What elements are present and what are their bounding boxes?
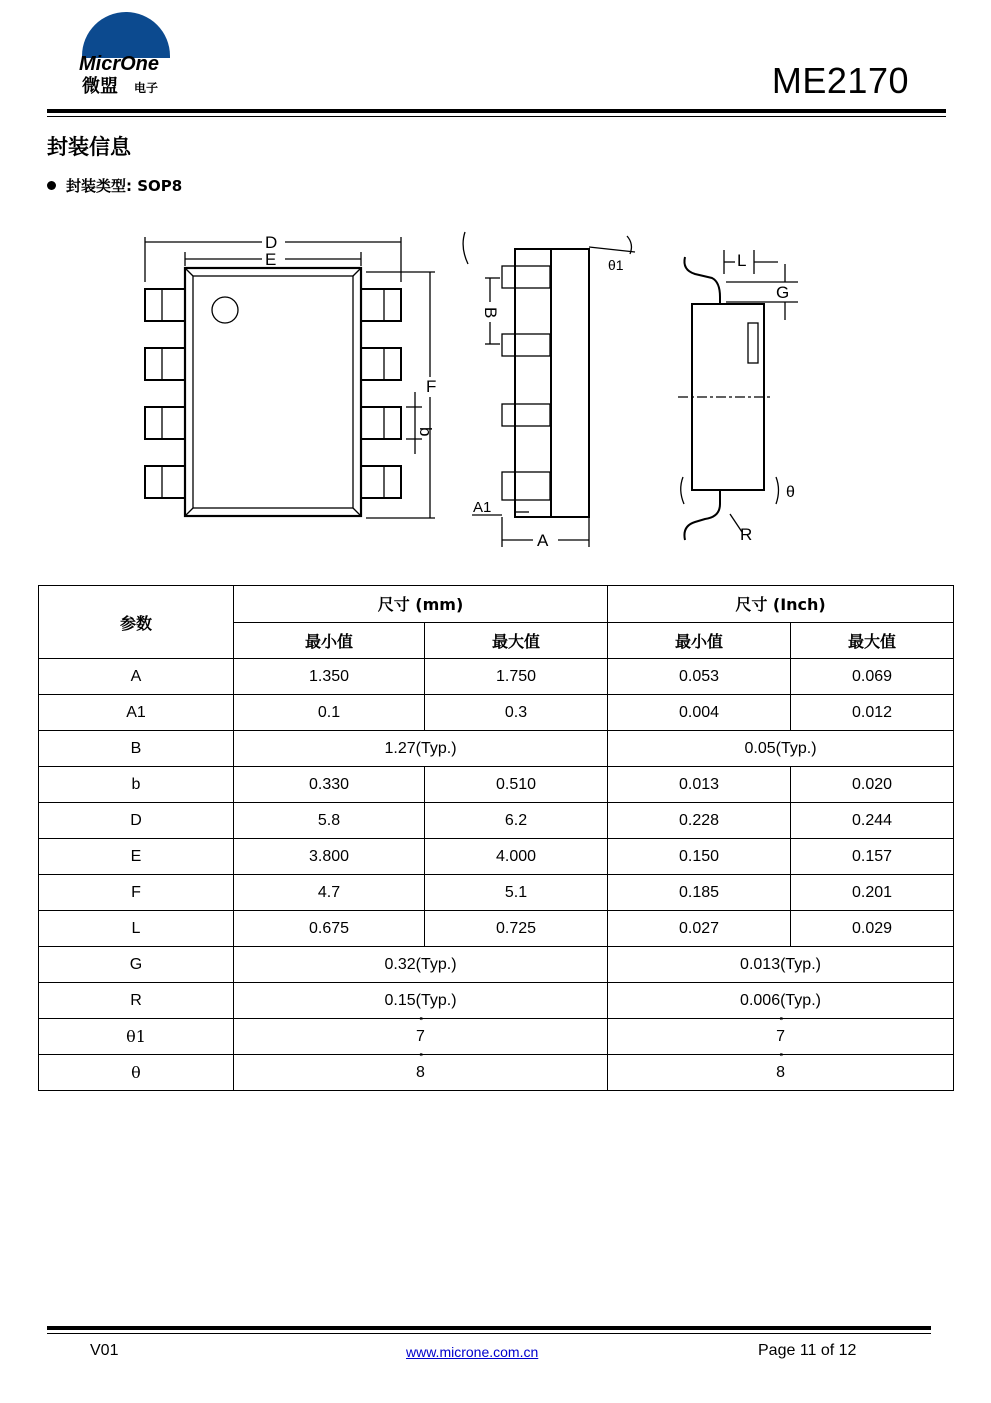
inch-typ-value: 0.05(Typ.) — [608, 731, 954, 767]
param-header: 参数 — [39, 586, 234, 659]
inch-min-value: 0.004 — [608, 695, 791, 731]
company-logo — [76, 8, 176, 100]
table-row — [39, 1019, 954, 1055]
package-type-line — [47, 175, 182, 196]
inch-max-value: 0.069 — [791, 659, 954, 695]
inch-max-header: 最大值 — [791, 622, 954, 659]
inch-min-value: 0.228 — [608, 803, 791, 839]
angle-value: 7 ° — [416, 1015, 425, 1045]
param-symbol: R — [39, 983, 234, 1019]
param-symbol: A1 — [39, 695, 234, 731]
section-title: 封装信息 — [47, 135, 131, 159]
table-row — [39, 947, 954, 983]
mm-max-value: 1.750 — [425, 659, 608, 695]
mm-min-value: 4.7 — [234, 875, 425, 911]
logo-brand-text: MicrOne — [79, 53, 160, 75]
table-row — [39, 695, 954, 731]
package-type-label: 封装类型: SOP8 — [66, 177, 183, 195]
inch-max-value: 0.020 — [791, 767, 954, 803]
mm-max-value: 0.510 — [425, 767, 608, 803]
package-dimension-table — [38, 585, 954, 1091]
mm-max-value: 5.1 — [425, 875, 608, 911]
param-symbol: A — [39, 659, 234, 695]
table-row — [39, 659, 954, 695]
inch-header: 尺寸 (Inch) — [608, 586, 954, 623]
mm-max-value: 0.3 — [425, 695, 608, 731]
inch-typ-value — [608, 1051, 954, 1091]
logo-cn-text: 微盟 — [82, 76, 118, 97]
degree-sign: ° — [419, 1051, 424, 1064]
bullet-dot — [47, 181, 56, 190]
mm-typ-value: 1.27(Typ.) — [234, 731, 608, 767]
angle-value: 8 ° — [416, 1051, 425, 1081]
dim-label-b: b — [416, 427, 435, 437]
mm-min-value: 0.330 — [234, 767, 425, 803]
footer-website-link[interactable]: www.microne.com.cn — [406, 1344, 539, 1360]
dim-label-pitch: B — [481, 307, 500, 319]
mm-max-value: 4.000 — [425, 839, 608, 875]
param-symbol: D — [39, 803, 234, 839]
param-symbol: θ — [39, 1055, 234, 1091]
mm-min-value: 0.675 — [234, 911, 425, 947]
param-symbol: E — [39, 839, 234, 875]
degree-sign: ° — [779, 1015, 784, 1028]
mm-typ-value — [234, 1015, 608, 1055]
param-symbol: L — [39, 911, 234, 947]
table-row — [39, 911, 954, 947]
dim-label-e: E — [265, 250, 277, 269]
footer-rule-thin — [47, 1333, 931, 1334]
mm-typ-value — [234, 1051, 608, 1091]
mm-min-header: 最小值 — [234, 622, 425, 659]
dim-label-theta: θ — [786, 484, 795, 501]
param-symbol: G — [39, 947, 234, 983]
angle-value: 7 ° — [776, 1015, 785, 1045]
header-rule-thin — [47, 116, 946, 117]
inch-min-value: 0.150 — [608, 839, 791, 875]
table-row — [39, 803, 954, 839]
param-symbol: b — [39, 767, 234, 803]
inch-min-value: 0.013 — [608, 767, 791, 803]
inch-max-value: 0.029 — [791, 911, 954, 947]
table-row — [39, 731, 954, 767]
dim-label-g: G — [776, 283, 790, 302]
table-row — [39, 767, 954, 803]
mm-min-value: 3.800 — [234, 839, 425, 875]
mm-typ-value: 0.32(Typ.) — [234, 947, 608, 983]
dim-label-a1: A1 — [473, 499, 492, 516]
degree-sign: ° — [419, 1015, 424, 1028]
angle-value: 8 ° — [776, 1051, 785, 1081]
dim-label-f: F — [426, 377, 437, 396]
inch-max-value: 0.244 — [791, 803, 954, 839]
degree-sign: ° — [779, 1051, 784, 1064]
inch-typ-value — [608, 1015, 954, 1055]
param-symbol: θ1 — [39, 1019, 234, 1055]
dim-label-a: A — [537, 531, 549, 550]
dim-label-l: L — [737, 251, 747, 270]
logo-sub-text: 电子 — [134, 81, 159, 95]
inch-max-value: 0.012 — [791, 695, 954, 731]
dim-label-d: D — [265, 233, 278, 252]
param-symbol: B — [39, 731, 234, 767]
package-outline-drawing — [130, 222, 820, 562]
mm-max-value: 0.725 — [425, 911, 608, 947]
dim-label-r: R — [740, 525, 753, 544]
table-row — [39, 875, 954, 911]
inch-min-header: 最小值 — [608, 622, 791, 659]
table-row — [39, 839, 954, 875]
inch-typ-value: 0.013(Typ.) — [608, 947, 954, 983]
inch-min-value: 0.053 — [608, 659, 791, 695]
table-row — [39, 983, 954, 1019]
document-title: ME2170 — [771, 60, 909, 101]
footer-version: V01 — [90, 1342, 119, 1359]
mm-typ-value: 0.15(Typ.) — [234, 983, 608, 1019]
mm-min-value: 0.1 — [234, 695, 425, 731]
inch-min-value: 0.185 — [608, 875, 791, 911]
footer-rule-thick — [47, 1326, 931, 1330]
mm-min-value: 5.8 — [234, 803, 425, 839]
top-view — [145, 237, 435, 518]
dim-label-theta1: θ1 — [608, 257, 624, 273]
mm-header: 尺寸 (mm) — [234, 586, 608, 623]
table-row — [39, 1055, 954, 1091]
footer-page-number: Page 11 of 12 — [758, 1342, 857, 1359]
mm-min-value: 1.350 — [234, 659, 425, 695]
inch-min-value: 0.027 — [608, 911, 791, 947]
mm-max-header: 最大值 — [425, 622, 608, 659]
inch-max-value: 0.157 — [791, 839, 954, 875]
inch-max-value: 0.201 — [791, 875, 954, 911]
header-rule-thick — [47, 109, 946, 113]
param-symbol: F — [39, 875, 234, 911]
mm-max-value: 6.2 — [425, 803, 608, 839]
inch-typ-value: 0.006(Typ.) — [608, 983, 954, 1019]
